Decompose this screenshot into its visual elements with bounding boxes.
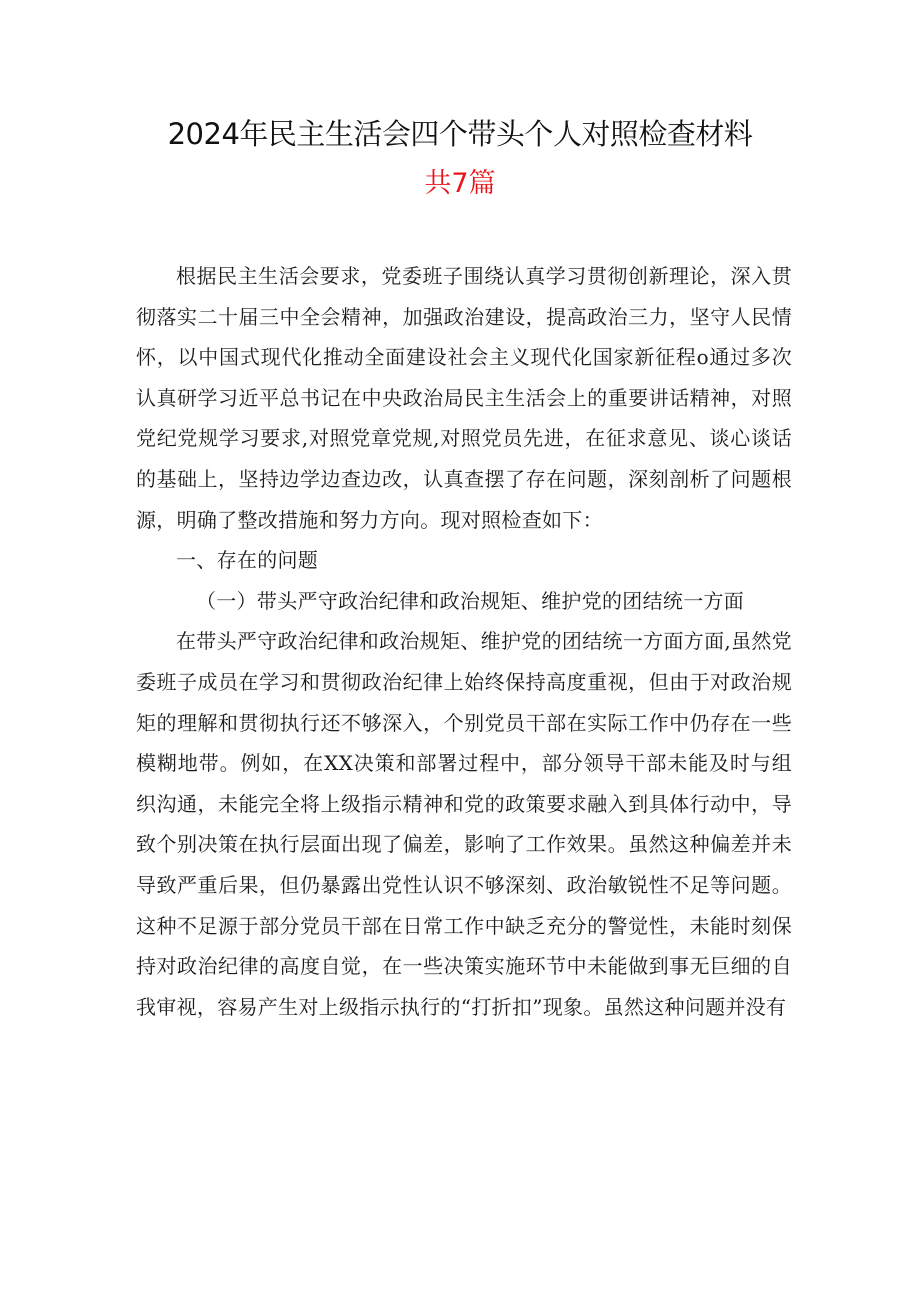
body-paragraph: 在带头严守政治纪律和政治规矩、维护党的团结统一方面方面,虽然党委班子成员在学习和贯彻政治纪律上始终保持高度重视，但由于对政治规矩的理解和贯彻执行还不够深入，个别党员干部在实际工作中仍存在一些模糊地带。例如，在XX决策和部署过程中，部分领导干部未能及时与组织沟通，未能完全将上级指示精神和党的政策要求融入到具体行动中，导致个别决策在执行层面出现了偏差，影响了工作效果。虽然这种偏差并未导致严重后果，但仍暴露出党性认识不够深刻、政治敏锐性不足等问题。这种不足源于部分党员干部在日常工作中缺乏充分的警觉性，未能时刻保持对政治纪律的高度自觉，在一些决策实施环节中未能做到事无巨细的自我审视，容易产生对上级指示执行的“打折扣”现象。虽然这种问题并没有 [136, 629, 792, 1019]
subsection-heading: （一）带头严守政治纪律和政治规矩、维护党的团结统一方面 [196, 588, 745, 613]
document-body [136, 256, 792, 1027]
intro-paragraph: 根据民主生活会要求，党委班子围绕认真学习贯彻创新理论，深入贯彻落实二十届三中全会精神，加强政治建设，提高政治三力，坚守人民情怀，以中国式现代化推动全面建设社会主义现代化国家新征程o通过多次认真研学习近平总书记在中央政治局民主生活会上的重要讲话精神，对照党纪党规学习要求,对照党章党规,对照党员先进，在征求意见、谈心谈话的基础上，坚持边学边查边改，认真查摆了存在问题，深刻剖析了问题根源，明确了整改措施和努力方向。现对照检查如下： [136, 264, 792, 532]
document-title: 2024年民主生活会四个带头个人对照检查材料 [167, 117, 753, 151]
document-subtitle: 共7篇 [424, 168, 496, 199]
section-heading: 一、存在的问题 [176, 548, 319, 573]
